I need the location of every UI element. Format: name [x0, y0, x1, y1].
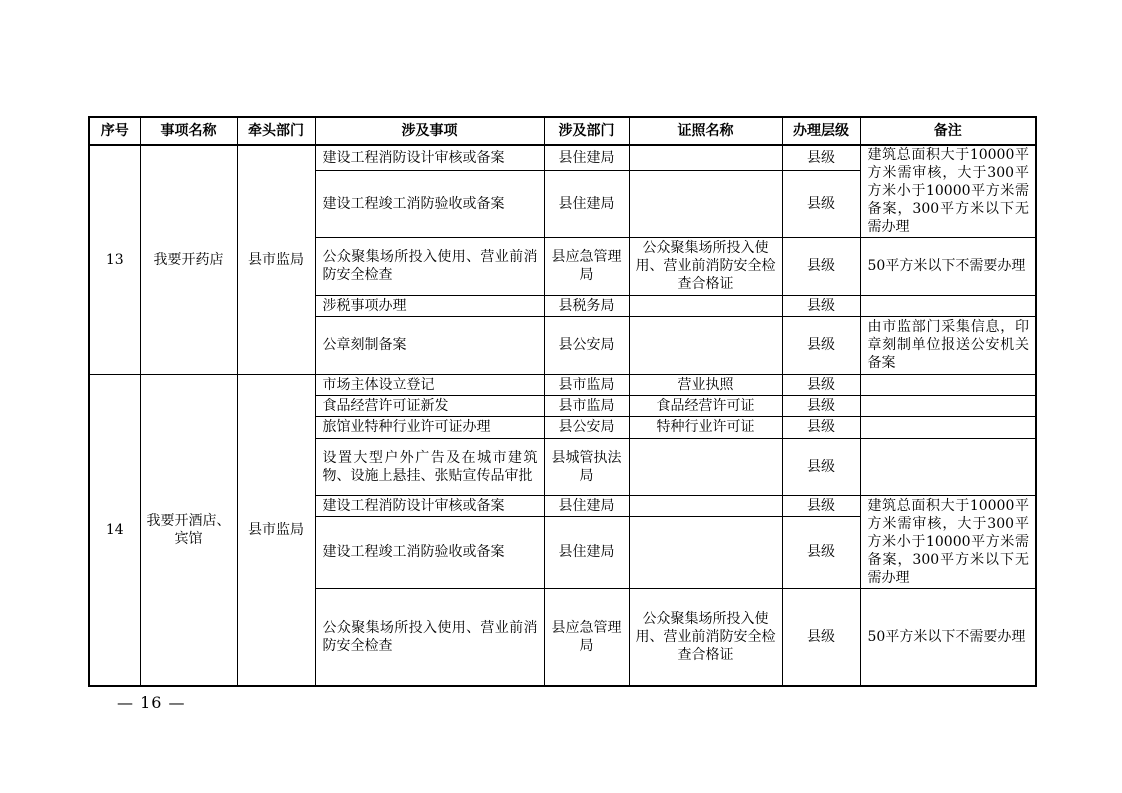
related-item-cell: 公众聚集场所投入使用、营业前消防安全检查: [315, 588, 544, 686]
remarks-cell: [860, 374, 1036, 395]
license-cell: [629, 295, 782, 316]
remarks-cell: 建筑总面积大于10000平方米需审核，大于300平方米小于10000平方米需备案，300平方米以下无需办理: [860, 145, 1036, 237]
license-cell: [629, 145, 782, 170]
serial-cell: 13: [89, 145, 140, 374]
license-cell: 特种行业许可证: [629, 416, 782, 438]
related-item-cell: 涉税事项办理: [315, 295, 544, 316]
license-cell: 营业执照: [629, 374, 782, 395]
level-cell: 县级: [782, 295, 860, 316]
item-name-cell: 我要开药店: [140, 145, 237, 374]
related-item-cell: 公众聚集场所投入使用、营业前消防安全检查: [315, 237, 544, 295]
lead-dept-cell: 县市监局: [237, 374, 315, 686]
license-cell: [629, 516, 782, 588]
related-dept-cell: 县住建局: [544, 145, 629, 170]
header-license: 证照名称: [629, 117, 782, 145]
lead-dept-cell: 县市监局: [237, 145, 315, 374]
related-item-cell: 建设工程消防设计审核或备案: [315, 495, 544, 516]
remarks-cell: 50平方米以下不需要办理: [860, 237, 1036, 295]
related-dept-cell: 县应急管理局: [544, 588, 629, 686]
header-item-name: 事项名称: [140, 117, 237, 145]
table-row: [89, 374, 1036, 395]
header-remarks: 备注: [860, 117, 1036, 145]
license-cell: 公众聚集场所投入使用、营业前消防安全检查合格证: [629, 237, 782, 295]
level-cell: 县级: [782, 516, 860, 588]
remarks-cell: 由市监部门采集信息，印章刻制单位报送公安机关备案: [860, 316, 1036, 374]
item-name-cell: 我要开酒店、宾馆: [140, 374, 237, 686]
related-item-cell: 建设工程消防设计审核或备案: [315, 145, 544, 170]
level-cell: 县级: [782, 588, 860, 686]
related-item-cell: 建设工程竣工消防验收或备案: [315, 170, 544, 237]
header-related-item: 涉及事项: [315, 117, 544, 145]
remarks-cell: [860, 438, 1036, 495]
license-cell: 公众聚集场所投入使用、营业前消防安全检查合格证: [629, 588, 782, 686]
related-item-cell: 旅馆业特种行业许可证办理: [315, 416, 544, 438]
remarks-cell: 建筑总面积大于10000平方米需审核，大于300平方米小于10000平方米需备案，300平方米以下无需办理: [860, 495, 1036, 588]
related-item-cell: 设置大型户外广告及在城市建筑物、设施上悬挂、张贴宣传品审批: [315, 438, 544, 495]
level-cell: 县级: [782, 395, 860, 416]
related-dept-cell: 县公安局: [544, 416, 629, 438]
license-cell: [629, 170, 782, 237]
level-cell: 县级: [782, 438, 860, 495]
level-cell: 县级: [782, 316, 860, 374]
table-row: [89, 145, 1036, 170]
level-cell: 县级: [782, 374, 860, 395]
page-number: — 16 —: [117, 693, 186, 712]
license-cell: [629, 316, 782, 374]
header-related-dept: 涉及部门: [544, 117, 629, 145]
license-cell: [629, 495, 782, 516]
related-item-cell: 食品经营许可证新发: [315, 395, 544, 416]
related-dept-cell: 县城管执法局: [544, 438, 629, 495]
related-dept-cell: 县住建局: [544, 170, 629, 237]
serial-cell: 14: [89, 374, 140, 686]
related-item-cell: 公章刻制备案: [315, 316, 544, 374]
related-dept-cell: 县住建局: [544, 516, 629, 588]
level-cell: 县级: [782, 237, 860, 295]
related-item-cell: 建设工程竣工消防验收或备案: [315, 516, 544, 588]
remarks-cell: [860, 416, 1036, 438]
level-cell: 县级: [782, 170, 860, 237]
header-level: 办理层级: [782, 117, 860, 145]
remarks-cell: [860, 395, 1036, 416]
remarks-cell: [860, 295, 1036, 316]
level-cell: 县级: [782, 416, 860, 438]
related-item-cell: 市场主体设立登记: [315, 374, 544, 395]
related-dept-cell: 县住建局: [544, 495, 629, 516]
license-cell: 食品经营许可证: [629, 395, 782, 416]
level-cell: 县级: [782, 145, 860, 170]
level-cell: 县级: [782, 495, 860, 516]
remarks-cell: 50平方米以下不需要办理: [860, 588, 1036, 686]
license-cell: [629, 438, 782, 495]
related-dept-cell: 县公安局: [544, 316, 629, 374]
related-dept-cell: 县市监局: [544, 374, 629, 395]
header-lead-dept: 牵头部门: [237, 117, 315, 145]
related-dept-cell: 县税务局: [544, 295, 629, 316]
related-dept-cell: 县应急管理局: [544, 237, 629, 295]
header-row: [89, 117, 1036, 145]
header-serial: 序号: [89, 117, 140, 145]
service-matrix-table: [88, 116, 1037, 687]
related-dept-cell: 县市监局: [544, 395, 629, 416]
